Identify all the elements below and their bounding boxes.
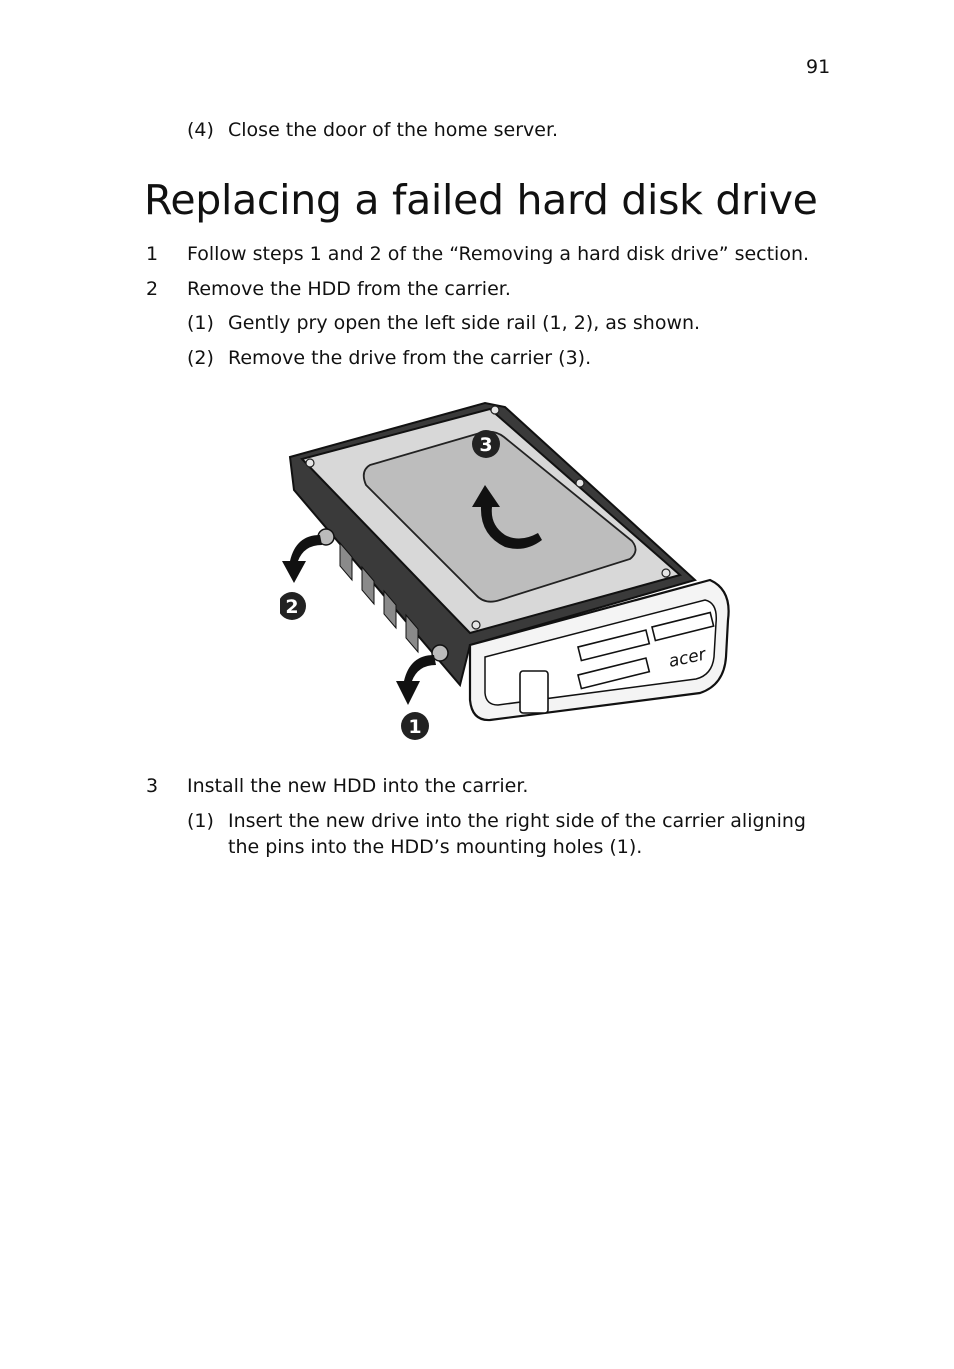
step-text: Remove the drive from the carrier (3). — [228, 347, 592, 369]
step-text-line-1: Insert the new drive into the right side of the carrier aligning — [228, 810, 806, 832]
section-heading: Replacing a failed hard disk drive — [144, 176, 818, 224]
arrow-2 — [282, 535, 322, 583]
acer-logo: acer — [666, 644, 708, 672]
step-marker: (2) — [187, 347, 214, 369]
callout-3 — [472, 430, 500, 458]
step-text: Install the new HDD into the carrier. — [187, 775, 529, 797]
callout-2 — [280, 592, 306, 620]
step-text-line-2: the pins into the HDD’s mounting holes (1). — [228, 836, 643, 858]
callout-3-label: 3 — [479, 434, 493, 456]
step-marker: (1) — [187, 810, 214, 832]
step-text: Follow steps 1 and 2 of the “Removing a hard disk drive” section. — [187, 243, 810, 265]
step-marker: (4) — [187, 119, 214, 141]
callout-1-label: 1 — [408, 716, 422, 738]
step-text: Close the door of the home server. — [228, 119, 559, 141]
callout-2-label: 2 — [285, 596, 299, 618]
step-marker: 1 — [146, 243, 159, 265]
callout-1 — [401, 712, 429, 740]
step-text: Remove the HDD from the carrier. — [187, 278, 511, 300]
arrow-1 — [396, 655, 436, 705]
page-number: 91 — [806, 56, 831, 78]
hdd-carrier-illustration — [280, 395, 740, 745]
step-marker: 3 — [146, 775, 159, 797]
sub-step-insert-drive — [187, 808, 827, 860]
step-text: Gently pry open the left side rail (1, 2), as shown. — [228, 312, 701, 334]
step-marker: 2 — [146, 278, 159, 300]
step-marker: (1) — [187, 312, 214, 334]
